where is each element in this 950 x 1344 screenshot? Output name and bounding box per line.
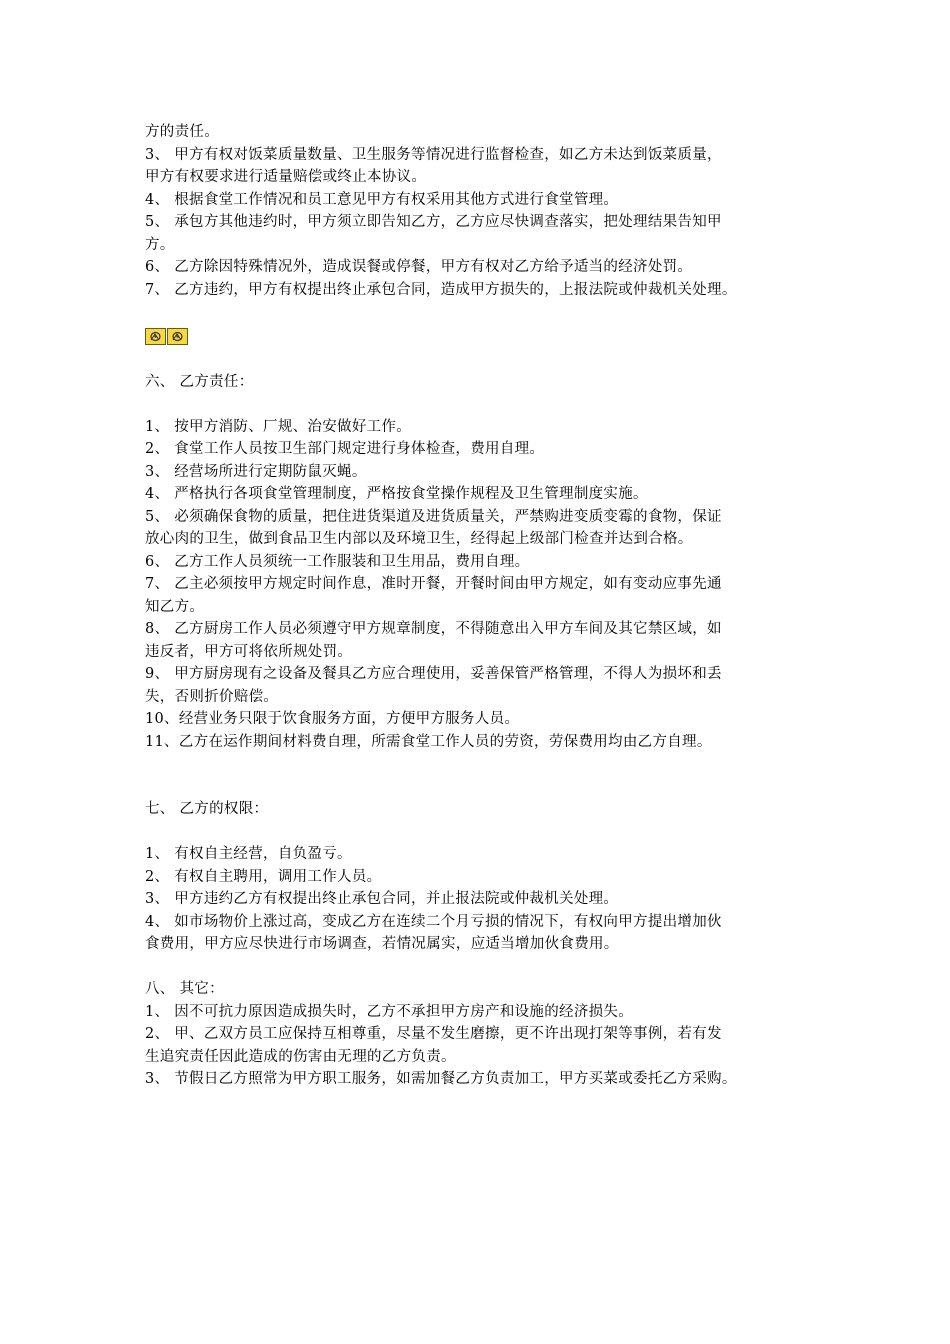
paragraph-line: 5、 必须确保食物的质量，把住进货渠道及进货质量关，严禁购进变质变霉的食物，保证 [145, 508, 722, 525]
paragraph-line: 1、 按甲方消防、厂规、治安做好工作。 [145, 418, 412, 435]
paragraph-line: 7、 乙主必须按甲方规定时间作息，准时开餐，开餐时间由甲方规定，如有变动应事先通 [145, 576, 722, 592]
paragraph-line: 4、 根据食堂工作情况和员工意见甲方有权采用其他方式进行食堂管理。 [145, 191, 619, 208]
paragraph-line: 3、 节假日乙方照常为甲方职工服务，如需加餐乙方负责加工，甲方买菜或委托乙方采购。 [145, 1071, 737, 1087]
section7-heading: 七、 乙方的权限： [145, 801, 269, 817]
spacer [145, 753, 810, 798]
paragraph-line: 3、 甲方违约乙方有权提出终止承包合同，并止报法院或仲裁机关处理。 [145, 891, 619, 907]
paragraph-line: 食费用，甲方应尽快进行市场调查，若情况属实，应适当增加伙食费用。 [145, 936, 619, 952]
paragraph-line: 2、 甲、乙双方员工应保持互相尊重，尽量不发生磨擦，更不许出现打架等事例，若有发 [145, 1026, 722, 1042]
document-page [145, 121, 810, 1091]
paragraph-line: 4、 如市场物价上涨过高，变成乙方在连续二个月亏损的情况下，有权向甲方提出增加伙 [145, 913, 722, 930]
paragraph-line: 2、 有权自主聘用，调用工作人员。 [145, 868, 382, 885]
paragraph-line: 知乙方。 [145, 598, 205, 615]
paragraph-line: 方。 [145, 236, 175, 253]
paragraph-line: 4、 严格执行各项食堂管理制度，严格按食堂操作规程及卫生管理制度实施。 [145, 486, 648, 502]
section8-heading: 八、 其它： [145, 981, 224, 997]
paragraph-line: 3、 经营场所进行定期防鼠灭蝇。 [145, 463, 367, 480]
spacer [145, 393, 810, 416]
paragraph-line: 10、经营业务只限于饮食服务方面，方便甲方服务人员。 [145, 711, 520, 727]
paragraph-line: 5、 承包方其他违约时，甲方须立即告知乙方，乙方应尽快调查落实，把处理结果告知甲 [145, 214, 722, 230]
paragraph-line: 1、 有权自主经营，自负盈亏。 [145, 846, 352, 862]
paragraph-line: 9、 甲方厨房现有之设备及餐具乙方应合理使用，妥善保管严格管理，不得人为损坏和丢 [145, 666, 722, 682]
spacer [145, 956, 810, 979]
spacer [145, 821, 810, 844]
paragraph-line: 失，否则折价赔偿。 [145, 688, 279, 705]
paragraph-line: 方的责任。 [145, 124, 219, 140]
paragraph-line: 8、 乙方厨房工作人员必须遵守甲方规章制度，不得随意出入甲方车间及其它禁区域，如 [145, 621, 722, 637]
paragraph-line: 6、 乙方除因特殊情况外，造成误餐或停餐，甲方有权对乙方给予适当的经济处罚。 [145, 259, 693, 275]
section6-body [145, 416, 810, 754]
section8-body [145, 1001, 810, 1091]
section7-body [145, 843, 810, 956]
paragraph-line: 2、 食堂工作人员按卫生部门规定进行身体检查，费用自理。 [145, 441, 545, 457]
spacer [145, 348, 810, 371]
section5-tail [145, 121, 810, 301]
paragraph-line: 生追究责任因此造成的伤害由无理的乙方负责。 [145, 1048, 456, 1065]
paragraph-line: 11、乙方在运作期间材料费自理，所需食堂工作人员的劳资，劳保费用均由乙方自理。 [145, 733, 712, 750]
paragraph-line: 1、 因不可抗力原因造成损失时，乙方不承担甲方房产和设施的经济损失。 [145, 1003, 634, 1020]
section6-heading: 六、 乙方责任： [145, 373, 254, 390]
seal-icon [145, 328, 166, 345]
paragraph-line: 7、 乙方违约，甲方有权提出终止承包合同，造成甲方损失的，上报法院或仲裁机关处理。 [145, 281, 737, 298]
paragraph-line: 甲方有权要求进行适量赔偿或终止本协议。 [145, 169, 427, 185]
paragraph-line: 放心肉的卫生，做到食品卫生内部以及环境卫生，经得起上级部门检查并达到合格。 [145, 531, 693, 547]
paragraph-line: 3、 甲方有权对饭菜质量数量、卫生服务等情况进行监督检查，如乙方未达到饭菜质量， [145, 146, 722, 163]
spacer [145, 301, 810, 324]
paragraph-line: 违反者，甲方可将依所规处罚。 [145, 643, 353, 660]
seal-icon [167, 328, 188, 345]
paragraph-line: 6、 乙方工作人员须统一工作服装和卫生用品，费用自理。 [145, 553, 530, 570]
icon-strip [145, 326, 810, 349]
